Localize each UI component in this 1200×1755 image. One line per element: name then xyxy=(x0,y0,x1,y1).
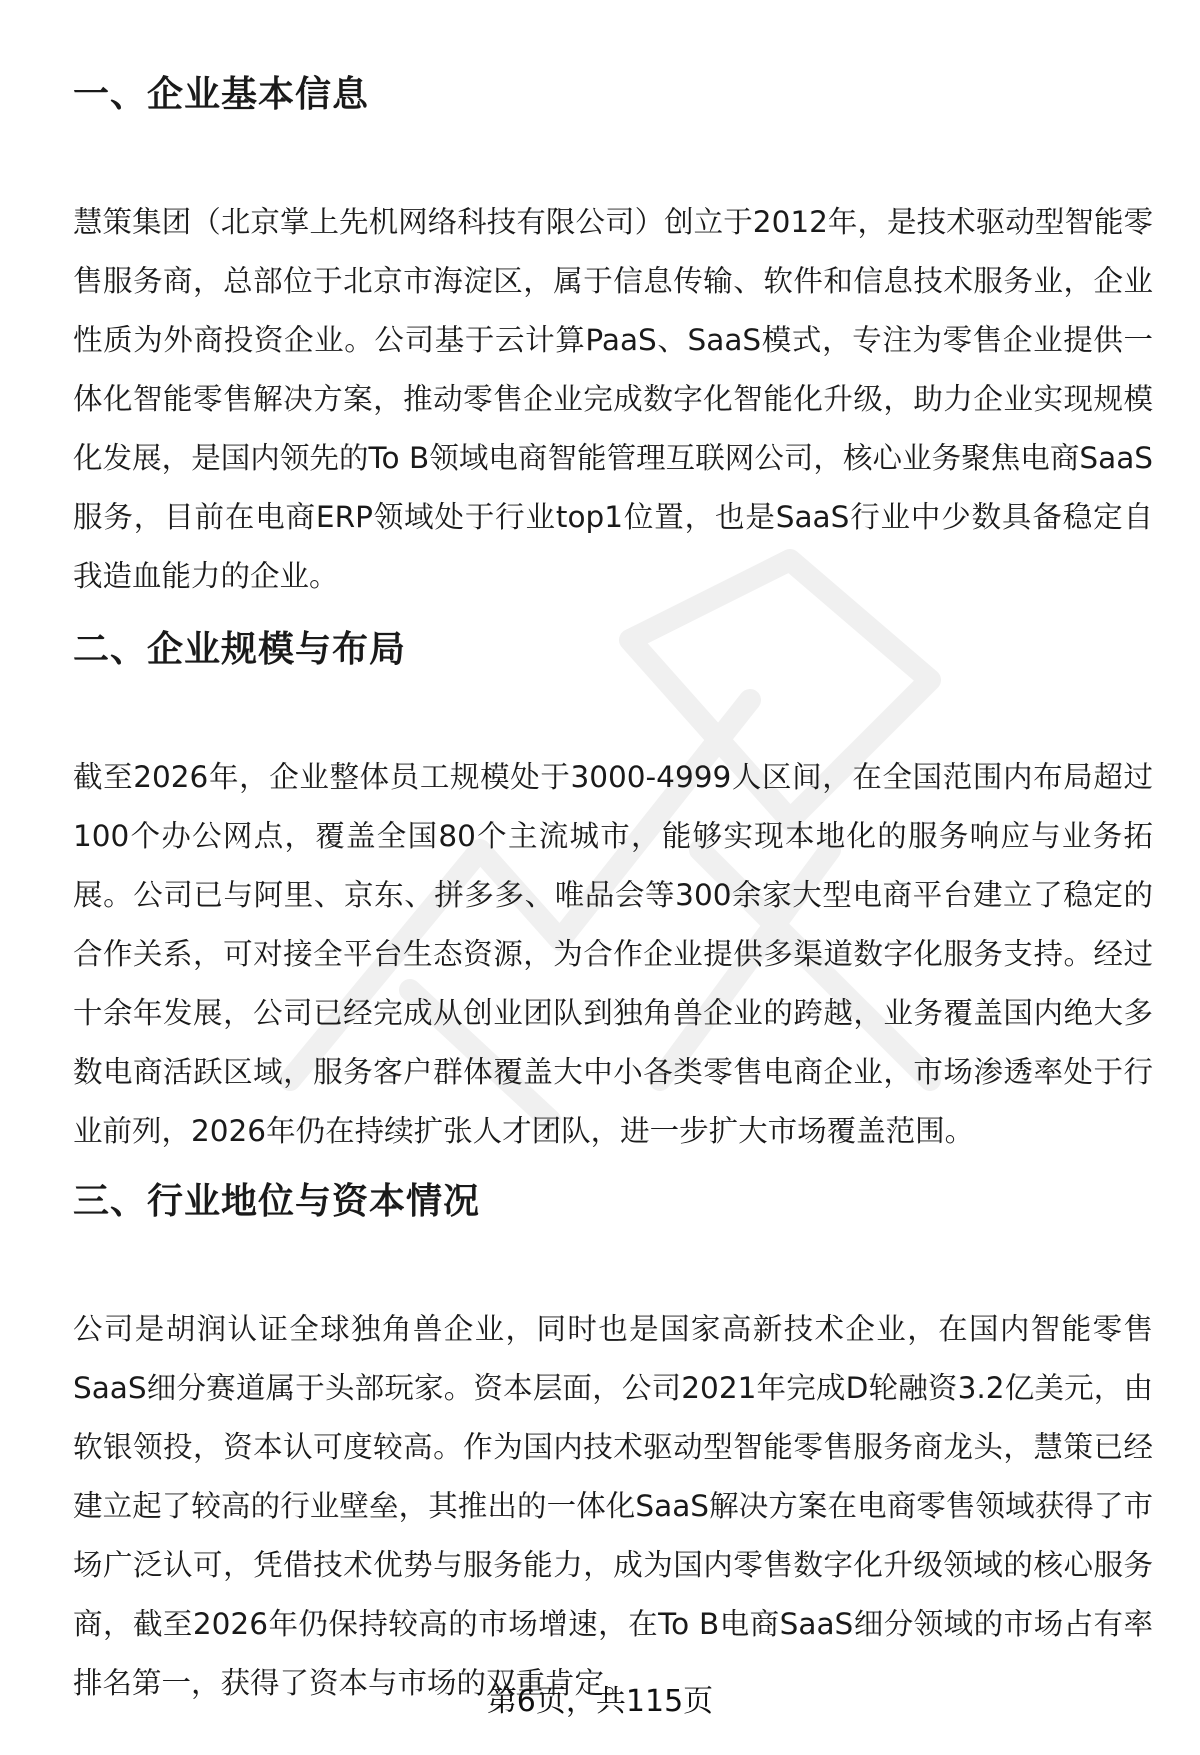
section-paragraph-basic-info: 慧策集团（北京掌上先机网络科技有限公司）创立于2012年，是技术驱动型智能零售服务商，总部位于北京市海淀区，属于信息传输、软件和信息技术服务业，企业性质为外商投资企业。公司基于云计算PaaS、SaaS模式，专注为零售企业提供一体化智能零售解决方案，推动零售企业完成数字化智能化升级，助力企业实现规模化发展，是国内领先的To B领域电商智能管理互联网公司，核心业务聚焦电商SaaS服务，目前在电商ERP领域处于行业top1位置，也是SaaS行业中少数具备稳定自我造血能力的企业。 xyxy=(73,205,1153,593)
page-number-footer: 第6页，共115页 xyxy=(486,1684,714,1719)
section-heading-industry-capital: 三、行业地位与资本情况 xyxy=(73,1181,481,1222)
section-paragraph-scale-layout: 截至2026年，企业整体员工规模处于3000-4999人区间，在全国范围内布局超过100个办公网点，覆盖全国80个主流城市，能够实现本地化的服务响应与业务拓展。公司已与阿里、京东、拼多多、唯品会等300余家大型电商平台建立了稳定的合作关系，可对接全平台生态资源，为合作企业提供多渠道数字化服务支持。经过十余年发展，公司已经完成从创业团队到独角兽企业的跨越，业务覆盖国内绝大多数电商活跃区域，服务客户群体覆盖大中小各类零售电商企业，市场渗透率处于行业前列，2026年仍在持续扩张人才团队，进一步扩大市场覆盖范围。 xyxy=(73,760,1153,1148)
section-heading-basic-info: 一、企业基本信息 xyxy=(73,74,370,115)
section-paragraph-industry-capital: 公司是胡润认证全球独角兽企业，同时也是国家高新技术企业，在国内智能零售SaaS细分赛道属于头部玩家。资本层面，公司2021年完成D轮融资3.2亿美元，由软银领投，资本认可度较高。作为国内技术驱动型智能零售服务商龙头，慧策已经建立起了较高的行业壁垒，其推出的一体化SaaS解决方案在电商零售领域获得了市场广泛认可，凭借技术优势与服务能力，成为国内零售数字化升级领域的核心服务商，截至2026年仍保持较高的市场增速，在To B电商SaaS细分领域的市场占有率排名第一，获得了资本与市场的双重肯定。 xyxy=(73,1312,1153,1700)
section-heading-scale-layout: 二、企业规模与布局 xyxy=(73,629,407,670)
